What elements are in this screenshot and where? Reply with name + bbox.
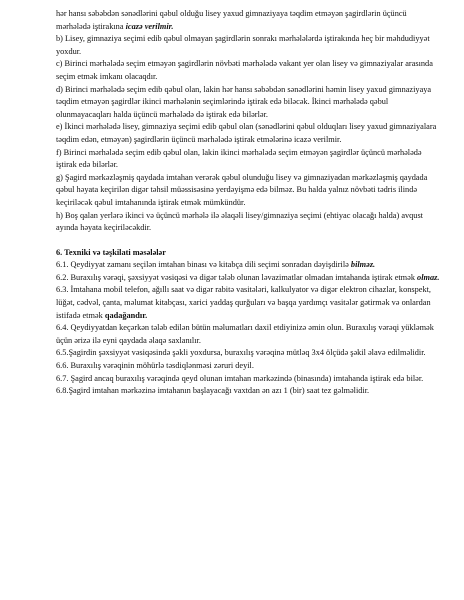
paragraph-a-line2: üçüncü mərhələdə iştirakına [56,9,407,31]
paragraph-6-8: 6.8.Şagird imtahan mərkəzinə imtahanın başlayacağı vaxtdan ən azı 1 (bir) saat tez gəlməlidir. [56,386,370,396]
section-gap [56,235,442,247]
paragraph-a-line1: hər hansı səbəbdən sənədlərini qəbul olduğu lisey yaxud gimnaziyaya təqdim etməyən şagirdlərin [56,9,381,18]
paragraph-e: e) İkinci mərhələdə lisey, gimnaziya seçimi edib qəbul olan (sənədlərini qəbul olduqları lisey yaxud gimnaziyalara təqdim edən, etməyən) şagirdlərin üçüncü mərhələdə iştirak etmələrinə icazə verilmir. [56,122,437,144]
paragraph-6-1-emphasis: bilməz. [350,260,376,270]
paragraph-a-emphasis: icazə verilmir. [125,21,174,31]
paragraph-6-2-emphasis: olmaz. [417,272,440,282]
paragraph-a-continued [56,8,442,33]
paragraph-6-3-emphasis: qadağandır. [104,310,148,320]
paragraph-g: g) Şagird mərkəzləşmiş qaydada imtahan verərək qəbul olunduğu lisey və gimnaziyadan mərkəzləşmiş qaydada qəbul həyata keçirilən digər təhsil müəssisəsinə yerdəyişmə edə bilməz. Bu halda yalnız növbəti tədris ilində keçiriləcək qəbul imtahanında iştirak etmək mümkündür. [56,172,428,207]
paragraph-6-1 [56,259,442,272]
paragraph-6-2-text: 6.2. Buraxılış vərəqi, şəxsiyyət vəsiqəsi və digər tələb olunan ləvazimatlar olmadan imtahanda iştirak etmək [56,272,418,282]
paragraph-6-2 [56,272,442,285]
paragraph-b: b) Lisey, gimnaziya seçimi edib qəbul olmayan şagirdlərin sonrakı mərhələlərdə iştirakında heç bir məhdudiyyət yoxdur. [56,34,430,56]
paragraph-6-6: 6.6. Buraxılış vərəqinin möhürlə təsdiqlənməsi zəruri deyil. [56,361,254,371]
paragraph-6-3-text: 6.3. İmtahana mobil telefon, ağıllı saat və digər rabitə vasitələri, kalkulyator və digər elektron cihazlar, konspekt, lüğət, cədvəl, çanta, məlumat kitabçası, xarici yaddaş qurğuları və başqa yardımçı vasitələr gətirmək və onlardan istifadə etmək [56,285,431,320]
paragraph-6-3 [56,284,442,322]
paragraph-6-1-text: 6.1. Qeydiyyat zamanı seçilən imtahan binası və kitabça dili seçimi sonradan dəyişdirilə [56,260,351,270]
paragraph-6-5: 6.5.Şagirdin şəxsiyyət vəsiqəsində şəkli yoxdursa, buraxılış vərəqinə mütləq 3x4 ölçüdə şəkil əlavə edilməlidir. [56,348,426,358]
paragraph-c: c) Birinci mərhələdə seçim etməyən şagirdlərin növbəti mərhələdə vakant yer olan lisey və gimnaziyalar arasında seçim etmək imkanı olacaqdır. [56,59,433,81]
paragraph-d: d) Birinci mərhələdə seçim edib qəbul olan, lakin hər hansı səbəbdən sənədlərini həmin lisey yaxud gimnaziyaya təqdim etməyən şagirdlər ikinci mərhələnin seçimlərində iştirak edə biləcək. İkinci mərhələdə qəbul olunmayacaqları halda üçüncü mərhələdə də iştirak edə bilərlər. [56,84,432,119]
paragraph-f: f) Birinci mərhələdə seçim edib qəbul olan, lakin ikinci mərhələdə seçim etməyən şagirdlər üçüncü mərhələdə iştirak edə bilərlər. [56,147,422,170]
paragraph-6-4: 6.4. Qeydiyyatdan keçərkən tələb edilən bütün məlumatları daxil etdiyinizə əmin olun. Buraxılış vərəqi yükləmək üçün ərizə ilə eyni qaydada əlaqə saxlanılır. [56,323,434,345]
section-6-heading: 6. Texniki və təşkilati məsələlər [56,247,166,257]
paragraph-6-7: 6.7. Şagird ancaq buraxılış vərəqində qeyd olunan imtahan mərkəzində (binasında) imtahanda iştirak edə bilər. [56,373,424,383]
paragraph-h: h) Boş qalan yerlərə ikinci və üçüncü mərhələ ilə əlaqəli lisey/gimnaziya seçimi (ehtiyac olacağı halda) avqust ayında həyata keçiriləcəkdir. [56,210,423,233]
